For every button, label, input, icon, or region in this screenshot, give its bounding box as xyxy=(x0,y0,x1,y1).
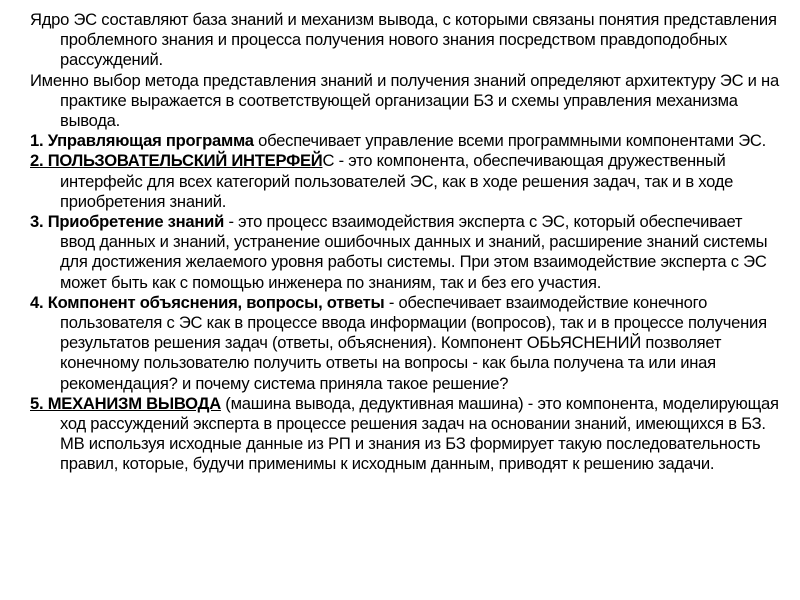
paragraph-text: Именно выбор метода представления знаний и получения знаний определяют архитектуру ЭС и на практике выражается в соответствующей организации БЗ и схемы управления механизма вывода. xyxy=(30,70,779,131)
paragraph-label: 2. ПОЛЬЗОВАТЕЛЬСКИЙ ИНТЕРФЕЙ xyxy=(30,151,323,171)
paragraph-inference-engine xyxy=(30,394,780,475)
slide-text xyxy=(30,10,780,475)
paragraph-es-core xyxy=(30,10,780,71)
paragraph-control-program xyxy=(30,131,780,151)
paragraph-text: (машина вывода, дедуктивная машина) - это компонента, моделирующая ход рассуждений эксперта в процессе решения задач на основании знаний, имеющихся в БЗ. МВ используя исходные данные из РП и знания из БЗ формирует такую последовательность правил, которые, будучи применимы к исходным данным, приводят к решению задачи. xyxy=(60,393,779,474)
paragraph-label: 5. МЕХАНИЗМ ВЫВОДА xyxy=(30,393,221,413)
paragraph-text: Ядро ЭС составляют база знаний и механизм вывода, с которыми связаны понятия представления проблемного знания и процесса получения нового знания посредством правдоподобных рассуждений. xyxy=(30,10,777,70)
paragraph-text: С - это компонента, обеспечивающая дружественный интерфейс для всех категорий пользователей ЭС, как в ходе решения задач, так и в ходе приобретения знаний. xyxy=(60,151,734,211)
paragraph-explanation-component xyxy=(30,293,780,394)
paragraph-text: - обеспечивает взаимодействие конечного пользователя с ЭС как в процессе ввода информации (вопросов), так и в процессе получения результатов решения задач (ответы, объяснения). Компонент ОБЬЯСНЕНИЙ позволяет конечному пользователю получить ответы на вопросы - как была получена та или иная рекомендация? и почему система приняла такое решение? xyxy=(60,292,767,393)
paragraph-text: - это процесс взаимодействия эксперта с ЭС, который обеспечивает ввод данных и знаний, устранение ошибочных данных и знаний, расширение знаний системы для достижения желаемого уровня работы системы. При этом взаимодействие эксперта с ЭС может быть как с помощью инженера по знаниям, так и без его участия. xyxy=(60,212,768,292)
paragraph-user-interface xyxy=(30,151,780,212)
paragraph-architecture xyxy=(30,71,780,132)
paragraph-label: 4. Компонент объяснения, вопросы, ответы xyxy=(30,292,385,312)
paragraph-knowledge-acquisition xyxy=(30,212,780,293)
paragraph-label: 1. Управляющая программа xyxy=(30,131,254,151)
paragraph-label: 3. Приобретение знаний xyxy=(30,212,225,232)
paragraph-text: обеспечивает управление всеми программными компонентами ЭС. xyxy=(253,131,767,151)
